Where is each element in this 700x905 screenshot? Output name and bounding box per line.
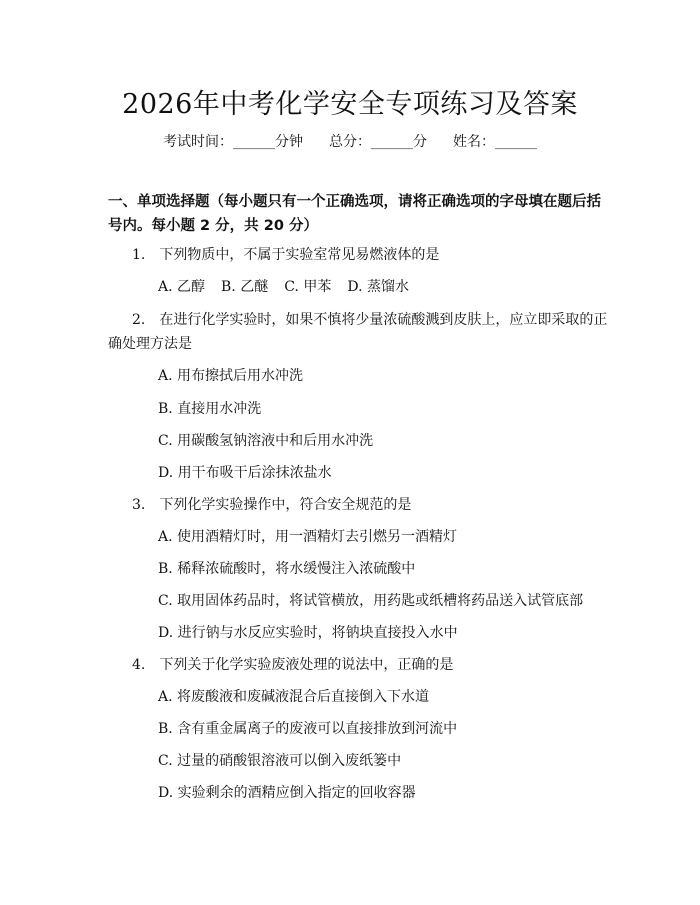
question-3-option-d: D. 进行钠与水反应实验时，将钠块直接投入水中 [158,625,458,641]
exam-meta [0,131,700,151]
question-3-option-c: C. 取用固体药品时，将试管横放，用药匙或纸槽将药品送入试管底部 [158,593,584,609]
question-2-stem: 2. 在进行化学实验时，如果不慎将少量浓硫酸溅到皮肤上，应立即采取的正 [132,312,608,328]
question-4-option-d: D. 实验剩余的酒精应倒入指定的回收容器 [158,785,416,801]
question-3-option-a: A. 使用酒精灯时，用一酒精灯去引燃另一酒精灯 [158,529,458,545]
section-heading: 一、单项选择题（每小题只有一个正确选项，请将正确选项的字母填在题后括号内。每小题 2 分，共 20 分） [108,194,601,234]
question-4-option-a: A. 将废酸液和废碱液混合后直接倒入下水道 [158,689,430,705]
option-d: D. 蒸馏水 [347,279,409,295]
question-2-option-c: C. 用碳酸氢钠溶液中和后用水冲洗 [158,433,374,449]
exam-total-score: 总分：______分 [329,134,427,150]
question-1-stem: 1. 下列物质中，不属于实验室常见易燃液体的是 [132,247,440,263]
question-1-options [158,276,425,296]
document-title: 2026年中考化学安全专项练习及答案 [122,89,578,120]
option-c: C. 甲苯 [284,279,332,295]
question-2-option-b: B. 直接用水冲洗 [158,401,262,417]
question-4-option-b: B. 含有重金属离子的废液可以直接排放到河流中 [158,721,458,737]
exam-time: 考试时间：______分钟 [163,134,303,150]
question-2-stem-cont: 确处理方法是 [108,336,192,352]
student-name: 姓名：______ [453,134,537,150]
question-3-stem: 3. 下列化学实验操作中，符合安全规范的是 [132,497,412,513]
question-3-option-b: B. 稀释浓硫酸时，将水缓慢注入浓硫酸中 [158,561,416,577]
question-4-stem: 4. 下列关于化学实验废液处理的说法中，正确的是 [132,657,454,673]
question-4-option-c: C. 过量的硝酸银溶液可以倒入废纸篓中 [158,753,402,769]
question-2-option-d: D. 用干布吸干后涂抹浓盐水 [158,465,332,481]
question-2-option-a: A. 用布擦拭后用水冲洗 [158,368,304,384]
option-a: A. 乙醇 [158,279,206,295]
option-b: B. 乙醚 [221,279,269,295]
